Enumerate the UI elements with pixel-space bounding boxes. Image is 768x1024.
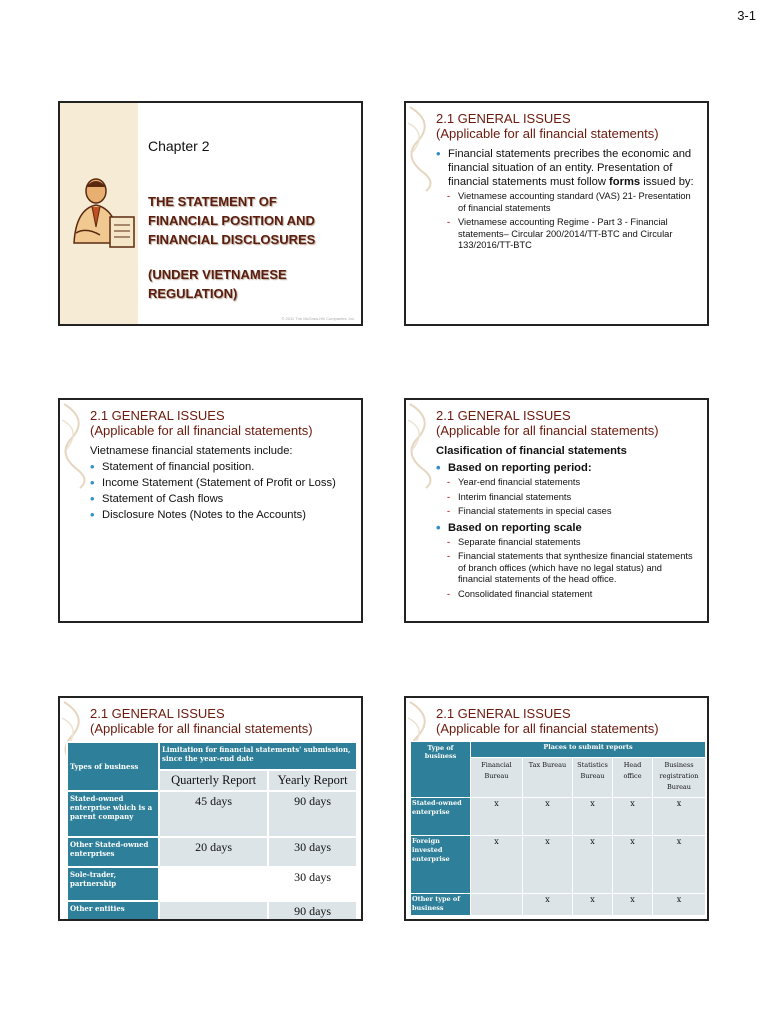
slide-title: 2.1 GENERAL ISSUES (Applicable for all financial statements) xyxy=(90,706,313,736)
table-row: Stated-owned enterprise x x x x x xyxy=(411,798,706,836)
page-number: 3-1 xyxy=(737,8,756,23)
slide-title: 2.1 GENERAL ISSUES (Applicable for all financial statements) xyxy=(436,706,659,736)
sub-item: - Consolidated financial statement xyxy=(436,589,697,601)
list-item: • Disclosure Notes (Notes to the Accounts) xyxy=(90,508,351,522)
list-item: • Statement of financial position. xyxy=(90,460,351,474)
table-row: Stated-owned enterprise which is a parent company 45 days 90 days xyxy=(67,791,357,837)
businessman-clipart-icon xyxy=(66,173,138,253)
section-heading: Clasification of financial statements xyxy=(436,445,627,457)
slide-body xyxy=(436,444,697,603)
table-header: Financial Bureau xyxy=(471,758,523,798)
list-item: • Financial statements precribes the economic and financial situation of an entity. Presentation of financial statements must follow forms issued by: xyxy=(436,147,697,189)
sub-item: - Vietnamese accounting standard (VAS) 21- Presentation of financial statements xyxy=(436,191,697,214)
list-item: • Income Statement (Statement of Profit or Loss) xyxy=(90,476,351,490)
table-header: Quarterly Report xyxy=(159,770,268,791)
table-row: Sole-trader, partnership 30 days xyxy=(67,867,357,901)
submission-places-table xyxy=(410,741,706,916)
submission-deadline-table xyxy=(66,741,358,921)
slide-title: 2.1 GENERAL ISSUES (Applicable for all financial statements) xyxy=(90,408,313,438)
slide-5 xyxy=(58,696,363,921)
table-header: Types of business xyxy=(67,742,159,791)
table-row: Other entities 90 days xyxy=(67,901,357,921)
table-header: Limitation for financial statements' submission, since the year-end date xyxy=(159,742,357,770)
sub-item: - Financial statements in special cases xyxy=(436,506,697,518)
slide-body xyxy=(436,147,697,255)
slide-title: THE STATEMENT OF FINANCIAL POSITION AND FINANCIAL DISCLOSURES xyxy=(148,194,316,247)
slide-subtitle: (UNDER VIETNAMESE REGULATION) xyxy=(148,267,287,301)
slide-6 xyxy=(404,696,709,921)
table-header: Statistics Bureau xyxy=(573,758,613,798)
sub-item: - Vietnamese accounting Regime - Part 3 - Financial statements– Circular 200/2014/TT-BTC and Circular 133/2016/TT-BTC xyxy=(436,217,697,252)
list-item: • Based on reporting scale xyxy=(436,521,697,535)
sub-item: - Interim financial statements xyxy=(436,492,697,504)
sub-item: - Year-end financial statements xyxy=(436,477,697,489)
slide-3 xyxy=(58,398,363,623)
list-item: • Statement of Cash flows xyxy=(90,492,351,506)
intro-text: Vietnamese financial statements include: xyxy=(90,445,293,457)
slide-title: 2.1 GENERAL ISSUES (Applicable for all financial statements) xyxy=(436,408,659,438)
copyright-note: © 2011 The McGraw-Hill Companies, Inc. xyxy=(281,316,355,321)
table-header: Business registration Bureau xyxy=(653,758,706,798)
slide-title: 2.1 GENERAL ISSUES (Applicable for all financial statements) xyxy=(436,111,659,141)
table-header: Tax Bureau xyxy=(523,758,573,798)
table-row: Other Stated-owned enterprises 20 days 30 days xyxy=(67,837,357,867)
table-header: Places to submit reports xyxy=(471,742,706,758)
table-row: Other type of business x x x x xyxy=(411,894,706,916)
sub-item: - Separate financial statements xyxy=(436,537,697,549)
slide-4 xyxy=(404,398,709,623)
chapter-label: Chapter 2 xyxy=(148,138,210,154)
slide-body xyxy=(90,444,351,524)
table-header: Type of business xyxy=(411,742,471,798)
sub-item: - Financial statements that synthesize financial statements of branch offices (which have no legal status) and financial statements of the head office. xyxy=(436,551,697,586)
list-item: • Based on reporting period: xyxy=(436,461,697,475)
table-header: Yearly Report xyxy=(268,770,357,791)
table-header: Head office xyxy=(613,758,653,798)
slide-1 xyxy=(58,101,363,326)
table-row: Foreign invested enterprise x x x x x xyxy=(411,836,706,894)
slide-2 xyxy=(404,101,709,326)
